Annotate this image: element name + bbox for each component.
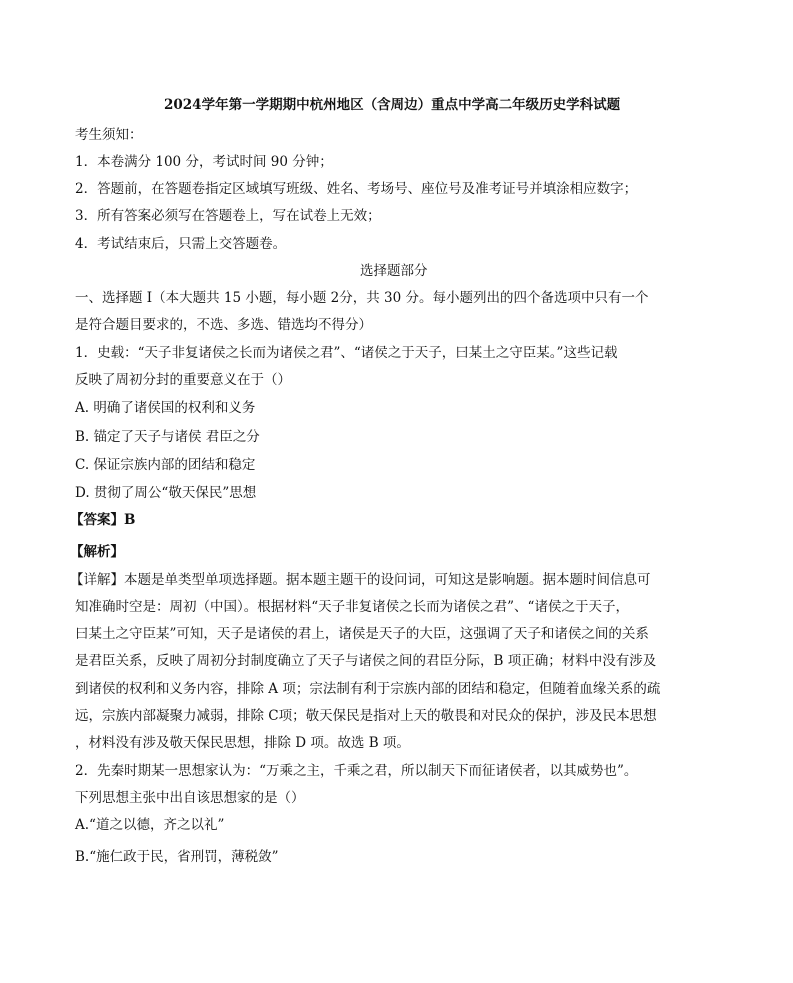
q1-stem-line: 1．史载：“天子非复诸侯之长而为诸侯之君”、“诸侯之于天子，曰某土之守臣某。”这些记载 (75, 345, 618, 361)
q1-analysis-line: ，材料没有涉及敬天保民思想，排除 D 项。故选 B 项。 (75, 735, 410, 751)
q1-analysis-line: 曰某土之守臣某”可知，天子是诸侯的君上，诸侯是天子的大臣，这强调了天子和诸侯之间的关系 (75, 626, 649, 642)
q1-analysis-heading: 【解析】 (70, 544, 124, 560)
q2-option-b: B.“施仁政于民，省刑罚，薄税敛” (75, 849, 279, 865)
q1-analysis-line: 知准确时空是：周初（中国）。根据材料“天子非复诸侯之长而为诸侯之君”、“诸侯之于天子， (75, 599, 629, 615)
q1-analysis-line: 远，宗族内部凝聚力减弱，排除 C项；敬天保民是指对上天的敬畏和对民众的保护，涉及民本思想 (75, 708, 657, 724)
notice-item: 1．本卷满分 100 分，考试时间 90 分钟； (75, 154, 333, 170)
q1-answer: 【答案】B (70, 512, 136, 528)
q1-analysis-line: 到诸侯的权利和义务内容，排除 A 项；宗法制有利于宗族内部的团结和稳定，但随着血缘关系的疏 (75, 681, 661, 697)
section-title: 选择题部分 (360, 263, 428, 279)
notice-heading: 考生须知： (75, 127, 143, 143)
q2-stem-line: 下列思想主张中出自该思想家的是（） (75, 790, 305, 806)
notice-item: 2．答题前，在答题卷指定区域填写班级、姓名、考场号、座位号及准考证号并填涂相应数字； (75, 181, 638, 197)
q1-option-d: D. 贯彻了周公“敬天保民”思想 (75, 485, 257, 501)
part-intro-line: 一、选择题 I（本大题共 15 小题，每小题 2分，共 30 分。每小题列出的四个备选项中只有一个 (75, 290, 649, 306)
notice-item: 4．考试结束后，只需上交答题卷。 (75, 236, 287, 252)
q1-analysis-line: 是君臣关系，反映了周初分封制度确立了天子与诸侯之间的君臣分际，B 项正确；材料中没有涉及 (75, 653, 657, 669)
q2-stem-line: 2．先秦时期某一思想家认为：“万乘之主，千乘之君，所以制天下而征诸侯者，以其威势也”。 (75, 763, 638, 779)
q1-analysis-line: 【详解】本题是单类型单项选择题。据本题主题干的设问词，可知这是影响题。据本题时间信息可 (70, 572, 651, 588)
q1-option-a: A. 明确了诸侯国的权利和义务 (75, 400, 256, 416)
document-title: 2024学年第一学期期中杭州地区（含周边）重点中学高二年级历史学科试题 (164, 97, 621, 113)
notice-item: 3．所有答案必须写在答题卷上，写在试卷上无效； (75, 208, 381, 224)
q2-option-a: A.“道之以德，齐之以礼” (75, 817, 225, 833)
q1-option-b: B. 锚定了天子与诸侯 君臣之分 (75, 429, 260, 445)
q1-option-c: C. 保证宗族内部的团结和稳定 (75, 457, 256, 473)
part-intro-line: 是符合题目要求的，不选、多选、错选均不得分） (75, 317, 372, 333)
q1-stem-line: 反映了周初分封的重要意义在于（） (75, 372, 291, 388)
